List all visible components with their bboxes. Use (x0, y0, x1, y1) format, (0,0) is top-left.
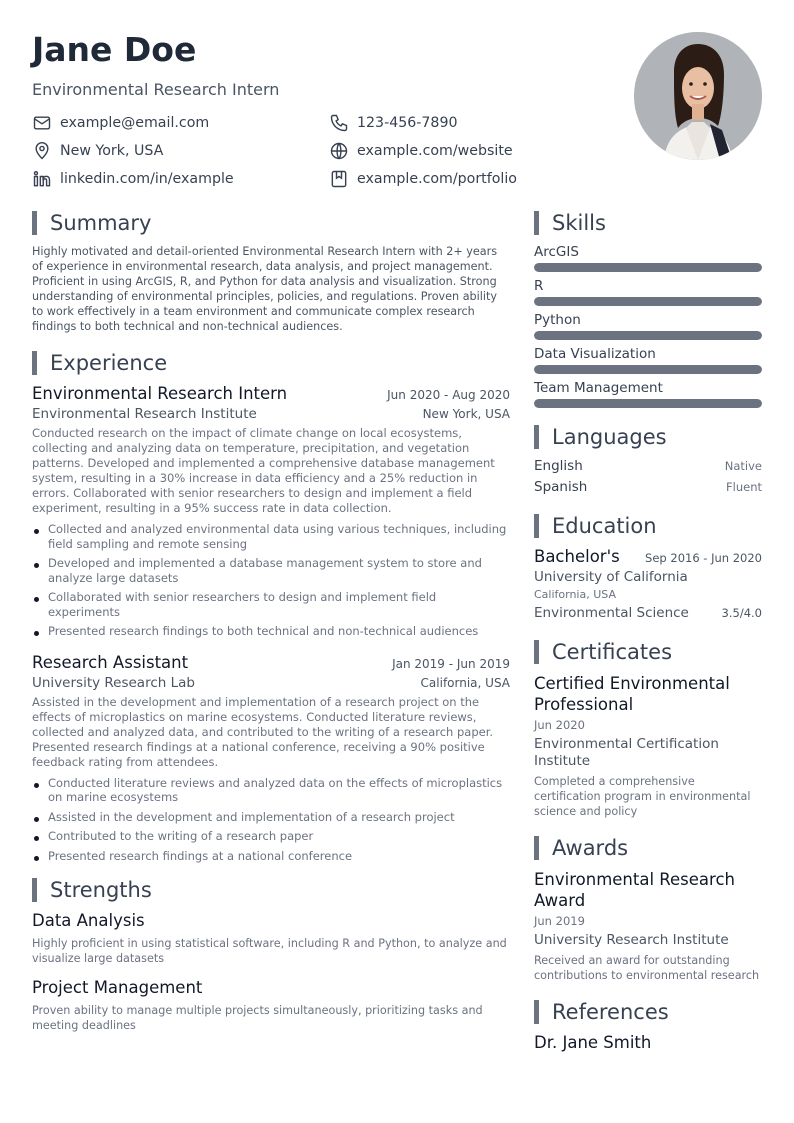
education-degree: Bachelor's (534, 547, 620, 566)
contact-info (32, 112, 532, 196)
skill-bar-fill (534, 399, 762, 408)
job-bullet: Collaborated with senior researchers to design and implement field experiments (32, 590, 510, 619)
job-location: New York, USA (422, 407, 510, 421)
experience-heading-text: Experience (50, 351, 168, 375)
job-bullet: Conducted literature reviews and analyzed data on the effects of microplastics on marine ecosystems (32, 776, 510, 805)
education-location: California, USA (534, 588, 616, 601)
skill-bar-fill (534, 365, 762, 374)
contact-website[interactable] (329, 140, 513, 162)
job-description: Assisted in the development and implementation of a research project on the effects of microplastics on marine ecosystems. Conducted literature reviews, collected and analyzed data, and contributed to the writing of a research paper. Presented research findings at a national conference, receiving a 90% positive feedback rating from attendees. (32, 694, 494, 769)
award-date: Jun 2019 (534, 914, 585, 928)
heading-accent-bar (32, 211, 37, 235)
language-name: Spanish (534, 479, 588, 495)
job-title: Environmental Research Intern (32, 384, 288, 403)
language-level: Native (724, 459, 762, 473)
language-name: English (534, 458, 583, 474)
globe-icon (329, 141, 349, 161)
skills-list (534, 244, 762, 408)
skill-item (534, 346, 762, 374)
awards-heading-text: Awards (552, 836, 629, 860)
contact-website-text: example.com/website (357, 143, 513, 159)
heading-accent-bar (534, 836, 539, 860)
skills-heading (534, 210, 762, 236)
skill-bar-fill (534, 263, 762, 272)
contact-linkedin-text: linkedin.com/in/example (60, 171, 234, 187)
certificate-title: Certified Environmental Professional (534, 674, 730, 714)
skill-bar (534, 365, 762, 374)
job-bullet: Presented research findings at a national conference (32, 849, 510, 864)
strengths-heading (32, 877, 510, 903)
linkedin-icon (32, 169, 52, 189)
contact-phone[interactable] (329, 112, 458, 134)
education-heading-text: Education (552, 514, 657, 538)
skill-name: Python (534, 312, 581, 328)
references-heading-text: References (552, 1000, 669, 1024)
skill-name: Team Management (534, 380, 663, 396)
skill-bar (534, 297, 762, 306)
education-school: University of California (534, 569, 688, 585)
right-column (534, 210, 762, 1052)
skill-bar (534, 331, 762, 340)
skills-heading-text: Skills (552, 211, 606, 235)
skill-item (534, 278, 762, 306)
job-bullet: Developed and implemented a database management system to store and analyze large datasets (32, 556, 510, 585)
skill-item (534, 312, 762, 340)
heading-accent-bar (534, 1000, 539, 1024)
references-heading (534, 999, 762, 1025)
job-bullet: Assisted in the development and implementation of a research project (32, 810, 510, 825)
education-dates: Sep 2016 - Jun 2020 (645, 551, 762, 565)
certificates-heading (534, 639, 762, 665)
heading-accent-bar (32, 878, 37, 902)
job-bullet: Collected and analyzed environmental data using various techniques, including field sampling and remote sensing (32, 522, 510, 551)
experience-item (32, 653, 510, 864)
skill-name: Data Visualization (534, 346, 656, 362)
job-location: California, USA (420, 675, 510, 690)
languages-heading (534, 424, 762, 450)
award-organization: University Research Institute (534, 932, 729, 948)
phone-icon (329, 113, 349, 133)
strengths-heading-text: Strengths (50, 878, 152, 902)
certificate-description: Completed a comprehensive certification program in environmental science and policy (534, 775, 751, 818)
strength-item (32, 978, 510, 1033)
education-heading (534, 513, 762, 539)
certificates-heading-text: Certificates (552, 640, 673, 664)
contact-phone-text: 123-456-7890 (357, 115, 458, 131)
skill-item (534, 244, 762, 272)
map-pin-icon (32, 141, 52, 161)
education-gpa: 3.5/4.0 (721, 606, 762, 620)
award-description: Received an award for outstanding contributions to environmental research (534, 954, 760, 982)
job-organization: University Research Lab (32, 674, 195, 691)
heading-accent-bar (534, 211, 539, 235)
experience-heading (32, 350, 510, 376)
job-bullet: Presented research findings to both technical and non-technical audiences (32, 624, 510, 639)
certificate-date: Jun 2020 (534, 718, 585, 732)
contact-portfolio-text: example.com/portfolio (357, 171, 517, 187)
heading-accent-bar (32, 351, 37, 375)
language-level: Fluent (726, 480, 762, 494)
summary-heading (32, 210, 510, 236)
summary-text: Highly motivated and detail-oriented Environmental Research Intern with 2+ years of experience in environmental research, data analysis, and project management. Proficient in using ArcGIS, R, and Python for data analysis and visualization. Strong understanding of environmental principles, policies, and regulations. Proven ability to work effectively in a team environment and communicate complex research findings to both technical and non-technical audiences. (32, 245, 498, 333)
job-bullet: Contributed to the writing of a research paper (32, 829, 510, 844)
job-dates: Jan 2019 - Jun 2019 (392, 656, 510, 671)
job-bullets (32, 776, 510, 864)
bookmark-icon (329, 169, 349, 189)
job-bullets (32, 522, 510, 639)
job-dates: Jun 2020 - Aug 2020 (387, 388, 510, 402)
profile-photo (634, 32, 762, 160)
award-title: Environmental Research Award (534, 870, 735, 910)
contact-email[interactable] (32, 112, 209, 134)
skill-bar (534, 399, 762, 408)
left-column (32, 210, 510, 1045)
skill-name: R (534, 278, 544, 294)
heading-accent-bar (534, 514, 539, 538)
language-item (534, 458, 762, 474)
resume-title: Environmental Research Intern (32, 80, 280, 99)
strength-item (32, 911, 510, 966)
contact-location (32, 140, 163, 162)
skill-bar (534, 263, 762, 272)
languages-heading-text: Languages (552, 425, 667, 449)
education-field: Environmental Science (534, 605, 689, 621)
strength-text: Highly proficient in using statistical software, including R and Python, to analyze and visualize large datasets (32, 937, 507, 965)
certificate-organization: Environmental Certification Institute (534, 736, 719, 769)
mail-icon (32, 113, 52, 133)
contact-email-text: example@email.com (60, 115, 210, 131)
reference-name: Dr. Jane Smith (534, 1033, 652, 1052)
language-item (534, 479, 762, 495)
skill-item (534, 380, 762, 408)
job-description: Conducted research on the impact of climate change on local ecosystems, collecting and analyzing data on temperature, precipitation, and vegetation patterns. Developed and implemented a comprehensive database management system, resulting in a 30% increase in data efficiency and a 25% reduction in errors. Collaborated with senior researchers to design and implement a field experiment, resulting in a 95% success rate in data collection. (32, 426, 495, 515)
contact-portfolio[interactable] (329, 168, 517, 190)
strength-title: Project Management (32, 978, 203, 997)
skill-bar-fill (534, 331, 762, 340)
skill-name: ArcGIS (534, 244, 579, 260)
heading-accent-bar (534, 640, 539, 664)
experience-item (32, 384, 510, 639)
contact-linkedin[interactable] (32, 168, 234, 190)
contact-location-text: New York, USA (60, 143, 164, 159)
summary-heading-text: Summary (50, 211, 152, 235)
resume-name: Jane Doe (32, 30, 197, 69)
job-organization: Environmental Research Institute (32, 406, 257, 422)
heading-accent-bar (534, 425, 539, 449)
skill-bar-fill (534, 297, 762, 306)
strength-text: Proven ability to manage multiple projects simultaneously, prioritizing tasks and meeting deadlines (32, 1004, 483, 1032)
strength-title: Data Analysis (32, 911, 145, 930)
awards-heading (534, 835, 762, 861)
job-title: Research Assistant (32, 652, 189, 672)
